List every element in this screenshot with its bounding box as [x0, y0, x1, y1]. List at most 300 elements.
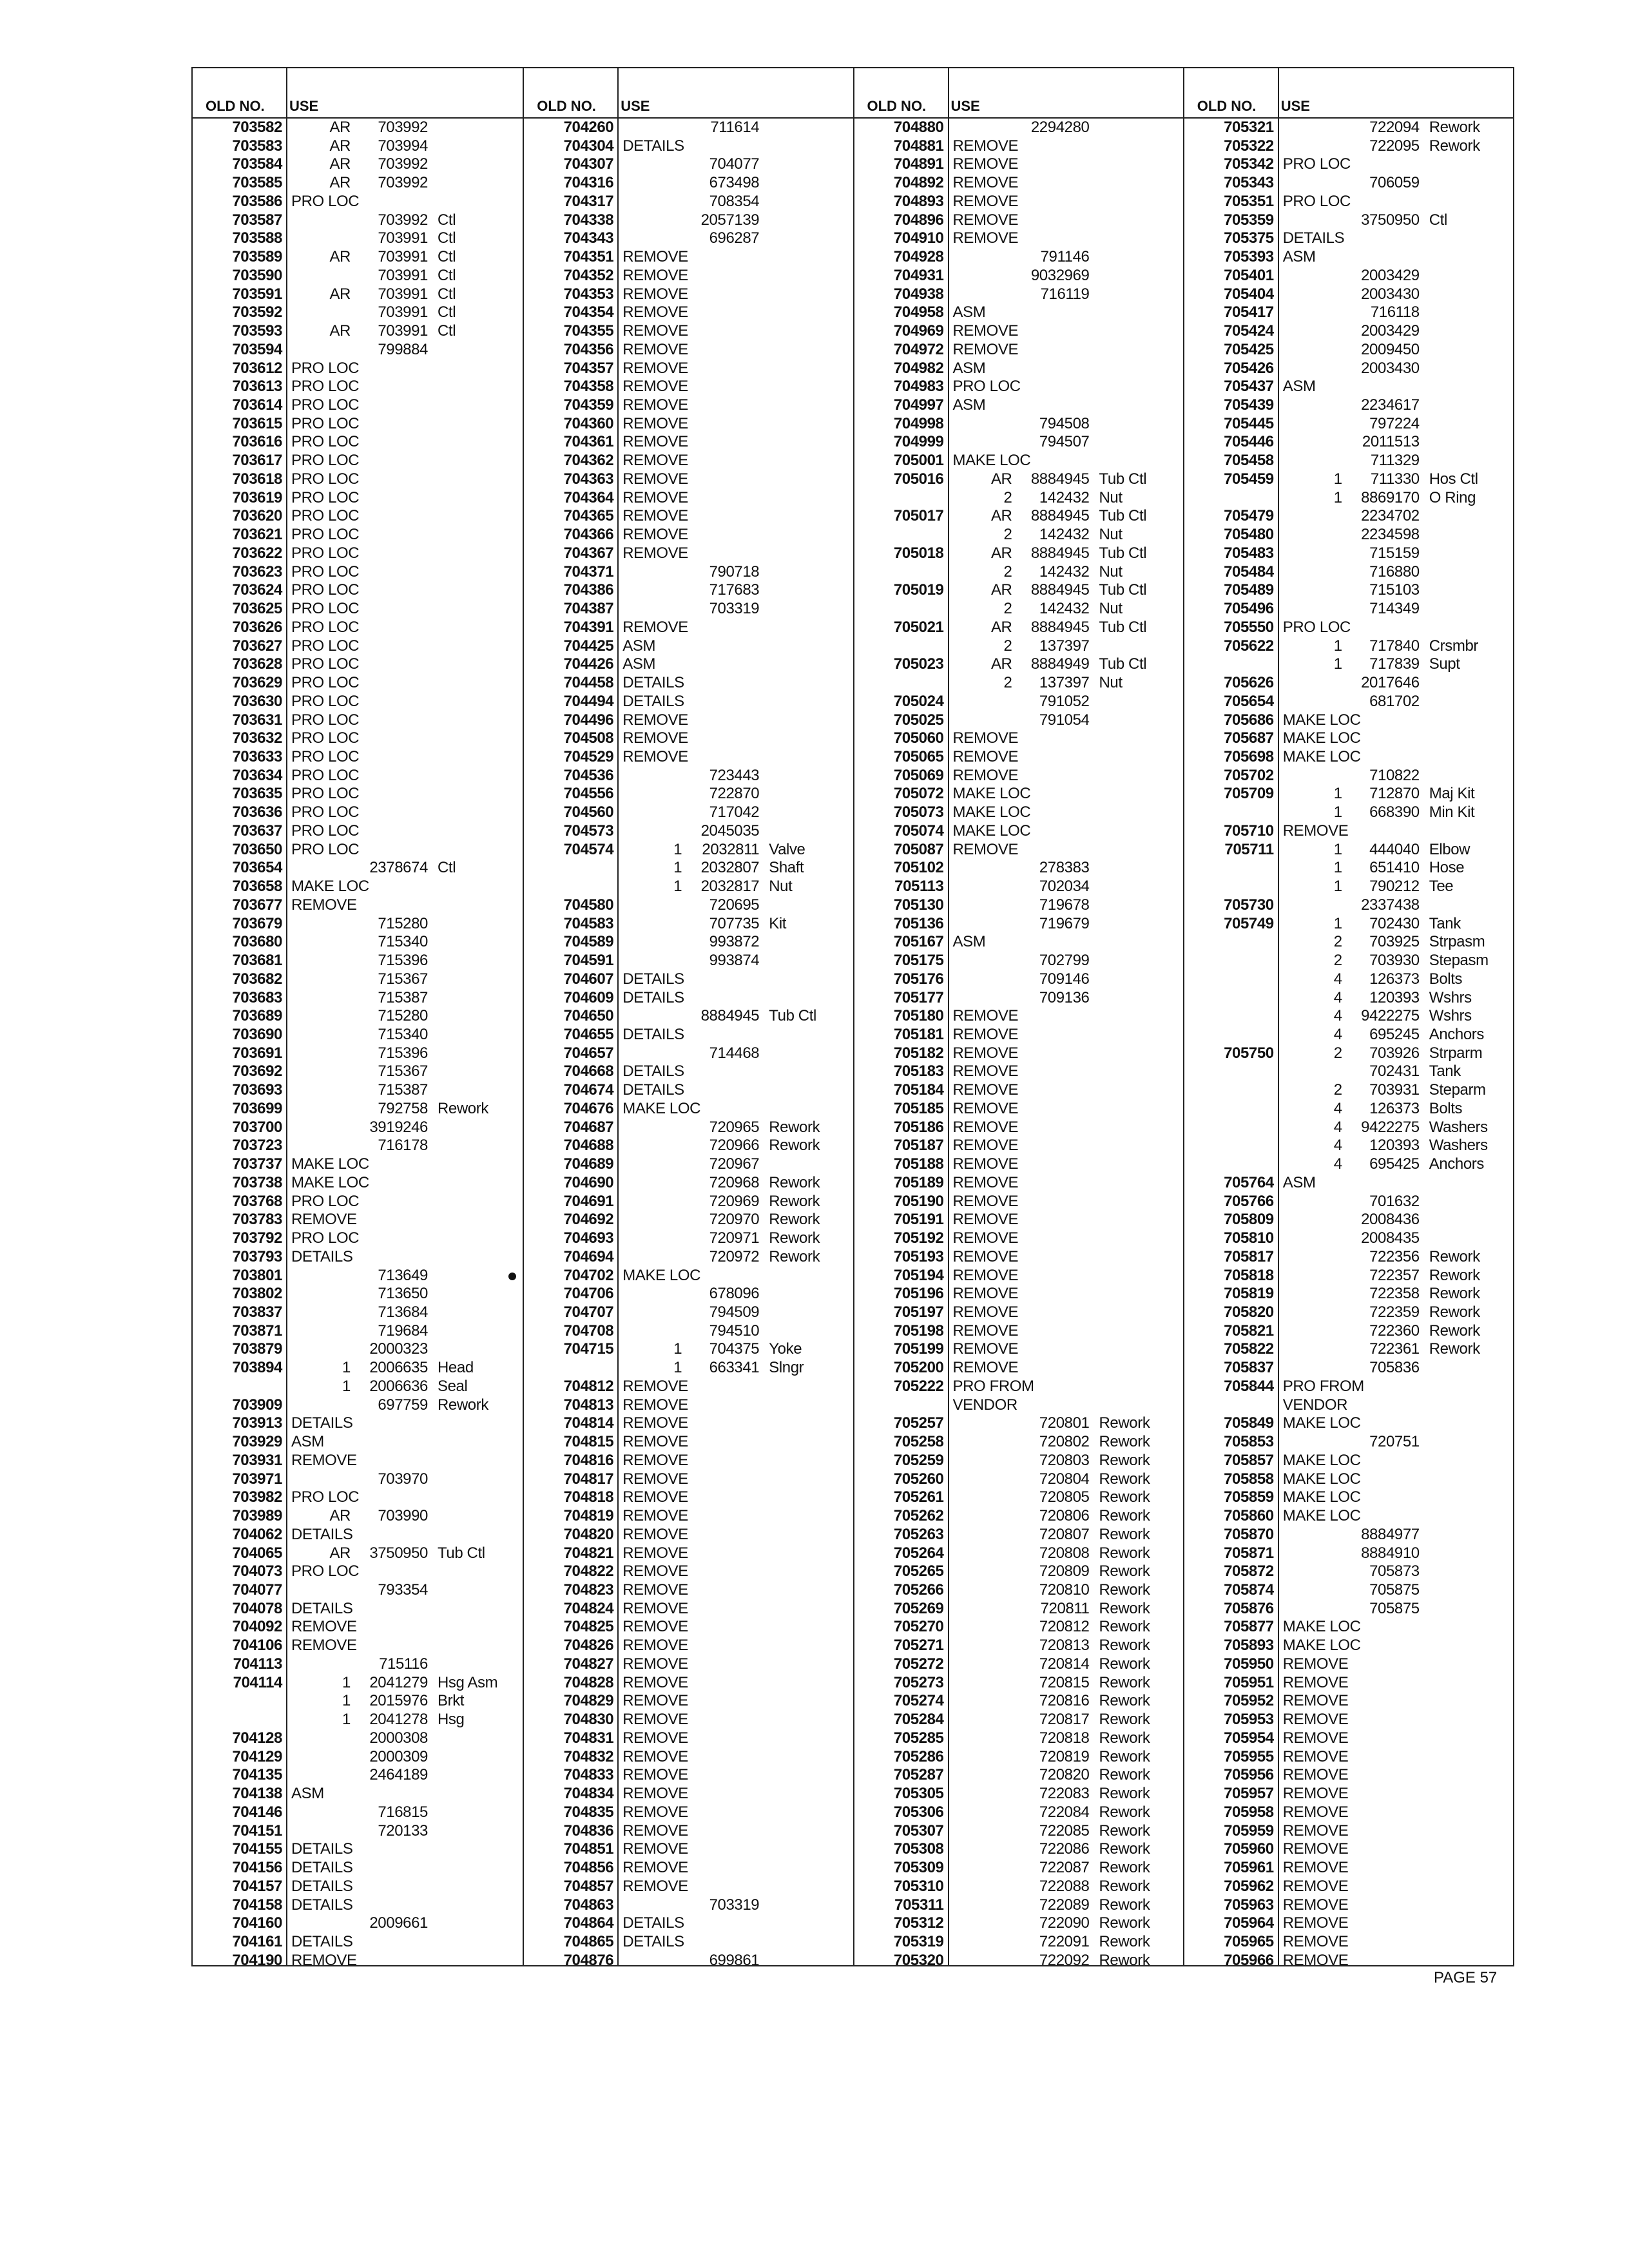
table-row [1184, 563, 1513, 582]
old-number: 704106 [232, 1637, 282, 1655]
old-number: 705025 [893, 711, 944, 729]
description: Rework [1099, 1488, 1150, 1506]
use-text: PRO LOC [291, 433, 360, 451]
new-part-number: 142432 [1039, 562, 1090, 581]
new-part-number: 715367 [378, 970, 428, 988]
old-number: 703630 [232, 692, 282, 710]
old-number: 704856 [563, 1859, 614, 1877]
description: Rework [1099, 1785, 1150, 1803]
new-part-number: 720967 [709, 1155, 760, 1173]
use-text: REMOVE [622, 470, 688, 488]
table-row [524, 822, 853, 841]
old-number: 703793 [232, 1247, 282, 1265]
old-number: 704609 [563, 988, 614, 1006]
old-number: 704692 [563, 1211, 614, 1229]
old-number: 705952 [1224, 1692, 1274, 1710]
description: Elbow [1429, 840, 1470, 858]
table-row [193, 952, 523, 970]
use-text: PRO LOC [291, 637, 360, 655]
table-row [524, 1729, 853, 1748]
new-part-number: 126373 [1369, 1099, 1420, 1117]
new-part-number: 790212 [1369, 878, 1420, 896]
old-number: 703621 [232, 526, 282, 544]
old-number: 704982 [893, 359, 944, 377]
old-number: 703617 [232, 452, 282, 470]
old-number: 704822 [563, 1562, 614, 1581]
old-number: 705197 [893, 1303, 944, 1321]
new-part-number: 720804 [1039, 1470, 1090, 1488]
old-number: 704833 [563, 1766, 614, 1784]
use-text: REMOVE [622, 452, 688, 470]
new-part-number: 716118 [1370, 303, 1420, 322]
old-number: 705190 [893, 1192, 944, 1210]
table-row [854, 1488, 1183, 1507]
new-part-number: 715159 [1369, 544, 1420, 562]
table-row [1184, 1785, 1513, 1803]
old-number: 703593 [232, 322, 282, 340]
description: Rework [769, 1211, 820, 1229]
table-row [854, 619, 1183, 637]
old-number: 705687 [1224, 729, 1274, 747]
old-number: 705401 [1224, 266, 1274, 284]
use-text: REMOVE [622, 1747, 688, 1765]
description: Wshrs [1429, 1007, 1472, 1025]
old-number: 703837 [232, 1303, 282, 1321]
old-number: 705286 [893, 1747, 944, 1765]
old-number: 705023 [893, 655, 944, 673]
old-number: 705766 [1224, 1192, 1274, 1210]
old-number: 704371 [563, 562, 614, 581]
table-row [524, 1248, 853, 1267]
table-row [524, 674, 853, 693]
table-row [1184, 693, 1513, 711]
table-row [524, 470, 853, 489]
new-part-number: 715367 [378, 1062, 428, 1081]
quantity: 1 [342, 1673, 351, 1691]
table-row [524, 1488, 853, 1507]
old-number: 704688 [563, 1137, 614, 1155]
table-row [193, 229, 523, 248]
table-row [193, 526, 523, 544]
old-number: 704317 [563, 192, 614, 210]
quantity: 1 [1333, 785, 1342, 803]
use-text: REMOVE [622, 1877, 688, 1895]
table-row [524, 803, 853, 822]
new-part-number: 8884945 [700, 1007, 760, 1025]
old-number: 704366 [563, 526, 614, 544]
old-number: 705686 [1224, 711, 1274, 729]
table-row [524, 360, 853, 378]
new-part-number: 2009450 [1361, 340, 1420, 358]
old-number: 703650 [232, 840, 282, 858]
old-number: 703871 [232, 1321, 282, 1340]
old-number: 705196 [893, 1285, 944, 1303]
table-row [524, 1785, 853, 1803]
table-row [524, 1655, 853, 1674]
description: Yoke [769, 1340, 802, 1358]
description: Strpasm [1429, 933, 1485, 951]
table-row [193, 433, 523, 452]
table-row [1184, 1581, 1513, 1600]
table-row [854, 952, 1183, 970]
description: Rework [1099, 1414, 1150, 1432]
new-part-number: 126373 [1369, 970, 1420, 988]
table-row [193, 915, 523, 934]
old-number: 704494 [563, 692, 614, 710]
use-text: REMOVE [1282, 1747, 1349, 1765]
table-row [193, 415, 523, 434]
table-row [854, 1729, 1183, 1748]
use-text: ASM [952, 933, 986, 951]
table-row [193, 1933, 523, 1952]
table-row [1184, 1433, 1513, 1452]
old-no-header: OLD NO. [1197, 98, 1257, 114]
quantity: AR [990, 507, 1012, 525]
new-part-number: 703992 [378, 211, 428, 229]
new-part-number: 720808 [1039, 1544, 1090, 1562]
table-row [854, 1229, 1183, 1248]
use-text: REMOVE [1282, 1914, 1349, 1932]
new-part-number: 703992 [378, 155, 428, 173]
quantity: 2 [1003, 562, 1012, 581]
old-number: 703635 [232, 785, 282, 803]
old-number: 703616 [232, 433, 282, 451]
old-number: 705750 [1224, 1044, 1274, 1062]
old-number: 704834 [563, 1785, 614, 1803]
table-row [524, 1303, 853, 1322]
change-marker-bullet [508, 1273, 516, 1280]
table-row [524, 1766, 853, 1785]
old-number: 705822 [1224, 1340, 1274, 1358]
table-row [1184, 785, 1513, 803]
use-text: REMOVE [952, 747, 1019, 765]
table-row [854, 1674, 1183, 1693]
new-part-number: 705836 [1369, 1359, 1420, 1377]
old-number: 703700 [232, 1118, 282, 1136]
use-text: MAKE LOC [952, 785, 1031, 803]
old-number: 705893 [1224, 1637, 1274, 1655]
old-number: 705188 [893, 1155, 944, 1173]
description: Nut [769, 878, 793, 896]
table-row [524, 1526, 853, 1544]
description: Rework [1429, 1340, 1480, 1358]
old-number: 704573 [563, 822, 614, 840]
table-row [524, 1803, 853, 1822]
quantity: AR [329, 285, 351, 303]
table-row [1184, 360, 1513, 378]
use-text: MAKE LOC [1282, 729, 1361, 747]
old-number: 705550 [1224, 618, 1274, 636]
new-part-number: 722089 [1039, 1896, 1090, 1914]
use-text: REMOVE [622, 1544, 688, 1562]
use-text: REMOVE [622, 1581, 688, 1599]
old-number: 705266 [893, 1581, 944, 1599]
new-part-number: 716178 [378, 1137, 428, 1155]
new-part-number: 722094 [1369, 119, 1420, 136]
new-part-number: 720810 [1039, 1581, 1090, 1599]
old-number: 705702 [1224, 766, 1274, 784]
table-row [854, 378, 1183, 396]
new-part-number: 720972 [709, 1247, 760, 1265]
new-part-number: 720817 [1039, 1711, 1090, 1729]
use-text: PRO LOC [1282, 155, 1351, 173]
new-part-number: 668390 [1369, 803, 1420, 822]
use-text: MAKE LOC [1282, 1414, 1361, 1432]
use-text: REMOVE [1282, 1840, 1349, 1858]
old-number: 704891 [893, 155, 944, 173]
table-row [193, 1470, 523, 1489]
new-part-number: 2000323 [369, 1340, 428, 1358]
new-part-number: 720815 [1039, 1673, 1090, 1691]
table-row [193, 155, 523, 174]
description: Washers [1429, 1118, 1488, 1136]
new-part-number: 703992 [378, 119, 428, 136]
old-number: 704816 [563, 1451, 614, 1469]
old-number: 704062 [232, 1525, 282, 1543]
table-row [854, 1248, 1183, 1267]
use-text: PRO LOC [291, 378, 360, 396]
old-no-header: OLD NO. [867, 98, 927, 114]
quantity: 1 [1333, 655, 1342, 673]
description: Ctl [438, 229, 456, 247]
new-part-number: 706059 [1369, 174, 1420, 192]
old-number: 703590 [232, 266, 282, 284]
table-section-3 [853, 68, 1183, 1969]
old-number: 705874 [1224, 1581, 1274, 1599]
old-number: 704355 [563, 322, 614, 340]
use-text: REMOVE [952, 192, 1019, 210]
new-part-number: 720813 [1039, 1637, 1090, 1655]
old-number: 704387 [563, 600, 614, 618]
table-row [1184, 285, 1513, 304]
old-number: 703931 [232, 1451, 282, 1469]
use-text: MAKE LOC [1282, 1507, 1361, 1525]
old-number: 704864 [563, 1914, 614, 1932]
description: Rework [769, 1247, 820, 1265]
table-row [1184, 729, 1513, 748]
table-row [854, 693, 1183, 711]
old-number: 704817 [563, 1470, 614, 1488]
use-text: PRO LOC [291, 618, 360, 636]
description: Rework [1099, 1525, 1150, 1543]
new-part-number: 8884977 [1361, 1525, 1420, 1543]
table-row [524, 1267, 853, 1285]
new-part-number: 705873 [1369, 1562, 1420, 1581]
table-row [524, 1396, 853, 1415]
use-text: MAKE LOC [291, 1173, 369, 1191]
new-part-number: 722084 [1039, 1803, 1090, 1821]
old-number: 703586 [232, 192, 282, 210]
use-text: REMOVE [1282, 1711, 1349, 1729]
new-part-number: 720970 [709, 1211, 760, 1229]
old-number: 703689 [232, 1007, 282, 1025]
old-number: 705351 [1224, 192, 1274, 210]
description: Ctl [438, 303, 456, 322]
quantity: AR [329, 1544, 351, 1562]
table-row [193, 544, 523, 563]
description: Nut [1099, 488, 1123, 506]
old-number: 705185 [893, 1099, 944, 1117]
use-text: PRO LOC [1282, 618, 1351, 636]
old-number: 703699 [232, 1099, 282, 1117]
old-number: 705484 [1224, 562, 1274, 581]
quantity: AR [329, 322, 351, 340]
table-row [524, 767, 853, 785]
table-row [854, 1600, 1183, 1619]
table-row [1184, 1044, 1513, 1063]
old-number: 704357 [563, 359, 614, 377]
new-part-number: 8884945 [1030, 470, 1090, 488]
old-number: 705072 [893, 785, 944, 803]
section-header [854, 68, 1183, 119]
table-row [854, 1119, 1183, 1137]
table-row [1184, 303, 1513, 322]
description: Tub Ctl [1099, 618, 1147, 636]
table-row [193, 1581, 523, 1600]
old-number: 703723 [232, 1137, 282, 1155]
old-number: 704825 [563, 1618, 614, 1636]
table-row [193, 1562, 523, 1581]
description: Kit [769, 914, 787, 932]
old-number: 703690 [232, 1025, 282, 1043]
table-row [524, 1952, 853, 1970]
old-number: 705964 [1224, 1914, 1274, 1932]
old-number: 705749 [1224, 914, 1274, 932]
table-row [1184, 1007, 1513, 1026]
new-part-number: 3919246 [369, 1118, 428, 1136]
use-text: REMOVE [952, 1044, 1019, 1062]
quantity: AR [990, 470, 1012, 488]
use-text: REMOVE [291, 1618, 357, 1636]
old-number: 705961 [1224, 1859, 1274, 1877]
new-part-number: 709136 [1039, 988, 1090, 1006]
table-row [854, 1952, 1183, 1970]
old-number: 705175 [893, 952, 944, 970]
old-number: 703792 [232, 1229, 282, 1247]
use-text: PRO LOC [291, 544, 360, 562]
old-number: 703909 [232, 1396, 282, 1414]
use-text: MAKE LOC [1282, 747, 1361, 765]
use-text: PRO LOC [291, 526, 360, 544]
table-row [854, 1562, 1183, 1581]
table-row [854, 303, 1183, 322]
old-number: 704983 [893, 378, 944, 396]
new-part-number: 2000309 [369, 1747, 428, 1765]
table-row [1184, 841, 1513, 860]
old-number: 705870 [1224, 1525, 1274, 1543]
use-text: REMOVE [622, 1488, 688, 1506]
table-row [854, 748, 1183, 767]
table-row [193, 581, 523, 600]
description: Slngr [769, 1359, 804, 1377]
description: Rework [769, 1137, 820, 1155]
table-row [854, 489, 1183, 508]
old-number: 705272 [893, 1655, 944, 1673]
use-text: REMOVE [622, 618, 688, 636]
use-text: REMOVE [1282, 1951, 1349, 1969]
table-row [193, 489, 523, 508]
old-number: 703588 [232, 229, 282, 247]
table-row [524, 1007, 853, 1026]
description: Rework [438, 1396, 488, 1414]
old-number: 704078 [232, 1599, 282, 1617]
old-number: 704135 [232, 1766, 282, 1784]
table-row [524, 1581, 853, 1600]
new-part-number: 681702 [1369, 692, 1420, 710]
old-number: 705819 [1224, 1285, 1274, 1303]
quantity: 1 [673, 1359, 682, 1377]
table-row [1184, 322, 1513, 341]
new-part-number: 2006635 [369, 1359, 428, 1377]
new-part-number: 703994 [378, 137, 428, 155]
description: Nut [1099, 674, 1123, 692]
use-text: MAKE LOC [952, 803, 1031, 822]
old-number: 705489 [1224, 581, 1274, 599]
old-number: 704161 [232, 1932, 282, 1950]
old-number: 705809 [1224, 1211, 1274, 1229]
old-number: 704691 [563, 1192, 614, 1210]
old-number: 705817 [1224, 1247, 1274, 1265]
table-row [524, 748, 853, 767]
table-row [1184, 1840, 1513, 1859]
new-part-number: 719684 [378, 1321, 428, 1340]
table-row [854, 674, 1183, 693]
old-number: 704508 [563, 729, 614, 747]
old-number: 705709 [1224, 785, 1274, 803]
old-number: 704896 [893, 211, 944, 229]
use-text: PRO LOC [291, 192, 360, 210]
description: Rework [1099, 1840, 1150, 1858]
use-text: PRO FROM [1282, 1377, 1364, 1395]
table-row [193, 452, 523, 470]
use-text: PRO LOC [291, 655, 360, 673]
old-number: 704158 [232, 1896, 282, 1914]
use-text: REMOVE [952, 211, 1019, 229]
old-number: 705258 [893, 1433, 944, 1451]
description: Rework [1099, 1507, 1150, 1525]
quantity: 4 [1333, 1137, 1342, 1155]
old-number: 703620 [232, 507, 282, 525]
table-row [524, 1840, 853, 1859]
old-number: 704128 [232, 1729, 282, 1747]
table-row [193, 507, 523, 526]
table-row [854, 360, 1183, 378]
old-number: 704114 [233, 1673, 282, 1691]
old-number: 704363 [563, 470, 614, 488]
description: Rework [1099, 1451, 1150, 1469]
old-number: 703633 [232, 747, 282, 765]
old-number: 704426 [563, 655, 614, 673]
table-row [1184, 452, 1513, 470]
use-text: ASM [1282, 1173, 1316, 1191]
table-row [524, 1452, 853, 1470]
old-number: 705871 [1224, 1544, 1274, 1562]
use-text: REMOVE [622, 359, 688, 377]
table-row [193, 1322, 523, 1341]
use-text: REMOVE [622, 1525, 688, 1543]
table-row [193, 1600, 523, 1619]
table-row [193, 470, 523, 489]
old-number: 705956 [1224, 1766, 1274, 1784]
old-number: 704857 [563, 1877, 614, 1895]
old-number: 704425 [563, 637, 614, 655]
use-text: REMOVE [952, 1211, 1019, 1229]
new-part-number: 2003430 [1361, 285, 1420, 303]
description: Ctl [438, 859, 456, 877]
table-row [193, 1674, 523, 1693]
use-text: PRO LOC [291, 766, 360, 784]
old-number: 705445 [1224, 414, 1274, 432]
